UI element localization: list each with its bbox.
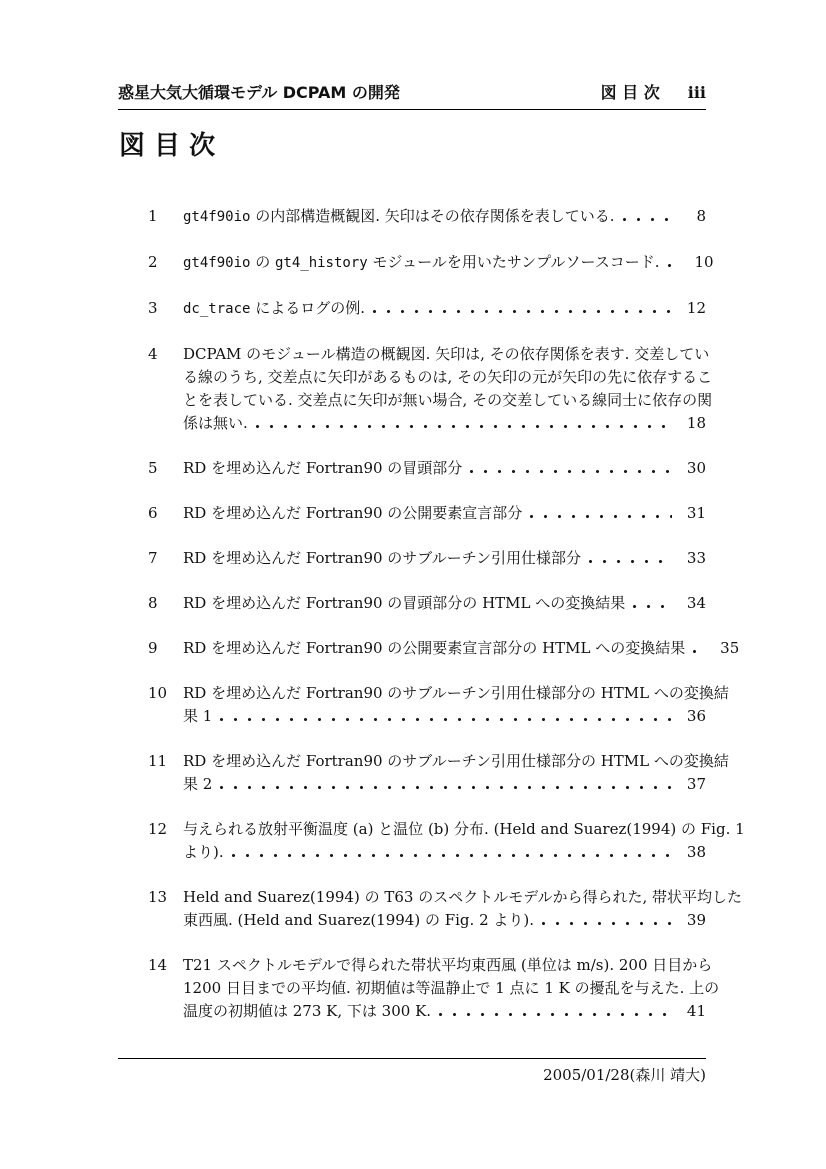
dot-leader [693,650,705,653]
figure-caption-line [183,457,706,480]
figure-entry [118,547,706,570]
caption-text [183,457,462,480]
figure-page-number: 10 [694,253,714,271]
figure-caption-line [183,547,706,570]
caption-text-segment: gt4_history [274,255,368,271]
figure-page-number: 35 [720,639,740,657]
caption-text-segment: dc_trace [183,301,251,317]
figure-caption-line [183,389,713,412]
figure-caption-line [183,773,706,796]
caption-text [183,251,660,275]
dot-leader [633,605,672,608]
caption-text-segment: RD を埋め込んだ Fortran90 の公開要素宣言部分 [183,504,523,522]
figure-entry [118,343,713,435]
figure-entry [118,682,729,728]
caption-text [183,547,581,570]
figure-entry [118,592,706,615]
caption-text [183,368,712,386]
figure-caption-line [183,637,740,660]
figure-caption [183,637,740,660]
figure-caption-line [183,682,729,705]
figure-entry [118,886,742,932]
caption-text-segment: RD を埋め込んだ Fortran90 のサブルーチン引用仕様部分の HTML への変換結 [183,684,729,702]
caption-text-segment: の [250,253,275,271]
caption-text-segment: RD を埋め込んだ Fortran90 のサブルーチン引用仕様部分 [183,549,581,567]
header-right-group [601,84,706,102]
page-header [118,84,706,110]
header-section-label: 図 目 次 [600,83,660,102]
figure-page-number: 34 [686,594,706,612]
figure-page-number: 41 [686,1002,706,1020]
figure-caption-line [183,366,713,389]
dot-leader [220,718,672,721]
figure-number: 1 [148,207,158,225]
figure-caption-line [183,841,706,864]
figure-caption-line [183,592,706,615]
figure-number: 6 [148,504,158,522]
header-page-number: iii [687,83,706,102]
figure-caption [183,682,729,728]
figure-entry [118,750,729,796]
figure-number: 12 [148,820,168,838]
figure-caption [183,750,729,796]
figure-caption-line [183,343,710,366]
figure-page-number: 38 [686,843,706,861]
figure-number: 10 [148,684,168,702]
caption-text [183,979,719,997]
caption-text [183,297,365,321]
caption-text [183,1000,431,1023]
caption-text [183,637,685,660]
figure-number: 3 [148,299,158,317]
caption-text-segment: Held and Suarez(1994) の T63 のスペクトルモデルから得られた, 帯状平均した [183,888,742,906]
figure-caption [183,954,720,1023]
figure-page-number: 30 [686,459,706,477]
caption-text-segment: 温度の初期値は 273 K, 下は 300 K. [183,1002,432,1020]
figure-page-number: 36 [686,707,706,725]
caption-text-segment: RD を埋め込んだ Fortran90 の冒頭部分 [183,459,463,477]
caption-text [183,773,212,796]
figure-entry [118,818,745,864]
dot-leader [439,1013,672,1016]
caption-text-segment: 係は無い. [183,414,248,432]
figure-entry [118,297,706,321]
figure-entry [118,205,706,229]
figure-caption-line [183,977,720,1000]
caption-text [183,684,729,702]
figure-caption-line [183,750,729,773]
header-document-title: 惑星大気大循環モデル DCPAM の開発 [118,83,400,102]
caption-text-segment: 果 1 [183,707,213,725]
caption-text [183,956,712,974]
caption-text-segment: 与えられる放射平衡温度 (a) と温位 (b) 分布. (Held and Suarez(1994) の Fig. 1 [183,820,745,838]
caption-text [183,391,712,409]
figure-caption [183,343,713,435]
figure-caption-line [183,705,706,728]
caption-text-segment: の内部構造概観図. 矢印はその依存関係を表している. [250,207,615,225]
figure-number: 7 [148,549,158,567]
figure-page-number: 33 [686,549,706,567]
figure-caption [183,297,706,321]
figure-caption [183,205,706,229]
caption-text-segment: モジュールを用いたサンプルソースコード. [367,253,660,271]
caption-text [183,909,534,932]
caption-text [183,888,742,906]
dot-leader [623,218,672,221]
caption-text [183,592,625,615]
dot-leader [256,425,672,428]
figure-number: 14 [148,956,168,974]
figure-caption-line [183,909,706,932]
figure-caption [183,547,706,570]
caption-text-segment: 1200 日目までの平均値. 初期値は等温静止で 1 点に 1 K の擾乱を与えた. 上の [183,979,720,997]
caption-text-segment: る線のうち, 交差点に矢印があるものは, その矢印の元が矢印の先に依存するこ [183,368,713,386]
figure-number: 5 [148,459,158,477]
figure-page-number: 39 [686,911,706,929]
caption-text [183,412,248,435]
dot-leader [542,922,672,925]
figure-entry [118,954,720,1023]
figure-caption-line [183,886,742,909]
dot-leader [470,470,672,473]
figure-page-number: 8 [696,207,706,225]
caption-text [183,752,729,770]
caption-text-segment: RD を埋め込んだ Fortran90 の公開要素宣言部分の HTML への変換結果 [183,639,686,657]
caption-text [183,820,745,838]
caption-text-segment: T21 スペクトルモデルで得られた帯状平均東西風 (単位は m/s). 200 日目から [183,956,713,974]
figure-page-number: 18 [686,414,706,432]
caption-text-segment: 東西風. (Held and Suarez(1994) の Fig. 2 より). [183,911,535,929]
dot-leader [668,264,680,267]
figure-page-number: 31 [686,504,706,522]
figure-caption-line [183,412,706,435]
page-title: 図 目 次 [119,131,216,161]
figure-caption [183,502,706,525]
dot-leader [220,786,672,789]
figure-list [118,205,745,1045]
figure-caption [183,457,706,480]
page-footer [118,1058,706,1084]
caption-text [183,705,212,728]
figure-number: 2 [148,253,158,271]
figure-number: 9 [148,639,158,657]
figure-caption-line [183,205,706,229]
figure-caption [183,818,745,864]
figure-caption-line [183,251,714,275]
caption-text-segment: gt4f90io [183,255,251,271]
caption-text-segment: DCPAM のモジュール構造の概観図. 矢印は, その依存関係を表す. 交差してい [183,345,710,363]
figure-entry [118,637,740,660]
dot-leader [589,560,672,563]
figure-number: 13 [148,888,168,906]
caption-text [183,841,224,864]
caption-text-segment: RD を埋め込んだ Fortran90 のサブルーチン引用仕様部分の HTML への変換結 [183,752,729,770]
figure-caption-line [183,297,706,321]
figure-page-number: 12 [686,299,706,317]
figure-entry [118,457,706,480]
footer-date-author: 2005/01/28(森川 靖大) [543,1066,706,1084]
figure-page-number: 37 [686,775,706,793]
caption-text-segment: 果 2 [183,775,213,793]
caption-text-segment: より). [183,843,224,861]
figure-entry [118,502,706,525]
caption-text [183,205,615,229]
caption-text-segment: gt4f90io [183,209,251,225]
figure-entry [118,251,714,275]
caption-text-segment: とを表している. 交差点に矢印が無い場合, その交差している線同士に依存の関 [183,391,713,409]
dot-leader [232,854,672,857]
caption-text [183,345,709,363]
figure-caption [183,251,714,275]
figure-caption [183,592,706,615]
caption-text-segment: RD を埋め込んだ Fortran90 の冒頭部分の HTML への変換結果 [183,594,626,612]
caption-text [183,502,522,525]
figure-number: 8 [148,594,158,612]
figure-number: 4 [148,345,158,363]
figure-caption [183,886,742,932]
figure-caption-line [183,1000,706,1023]
figure-number: 11 [148,752,168,770]
figure-caption-line [183,954,713,977]
dot-leader [373,310,672,313]
figure-caption-line [183,818,745,841]
caption-text-segment: によるログの例. [250,299,365,317]
dot-leader [530,515,672,518]
figure-caption-line [183,502,706,525]
